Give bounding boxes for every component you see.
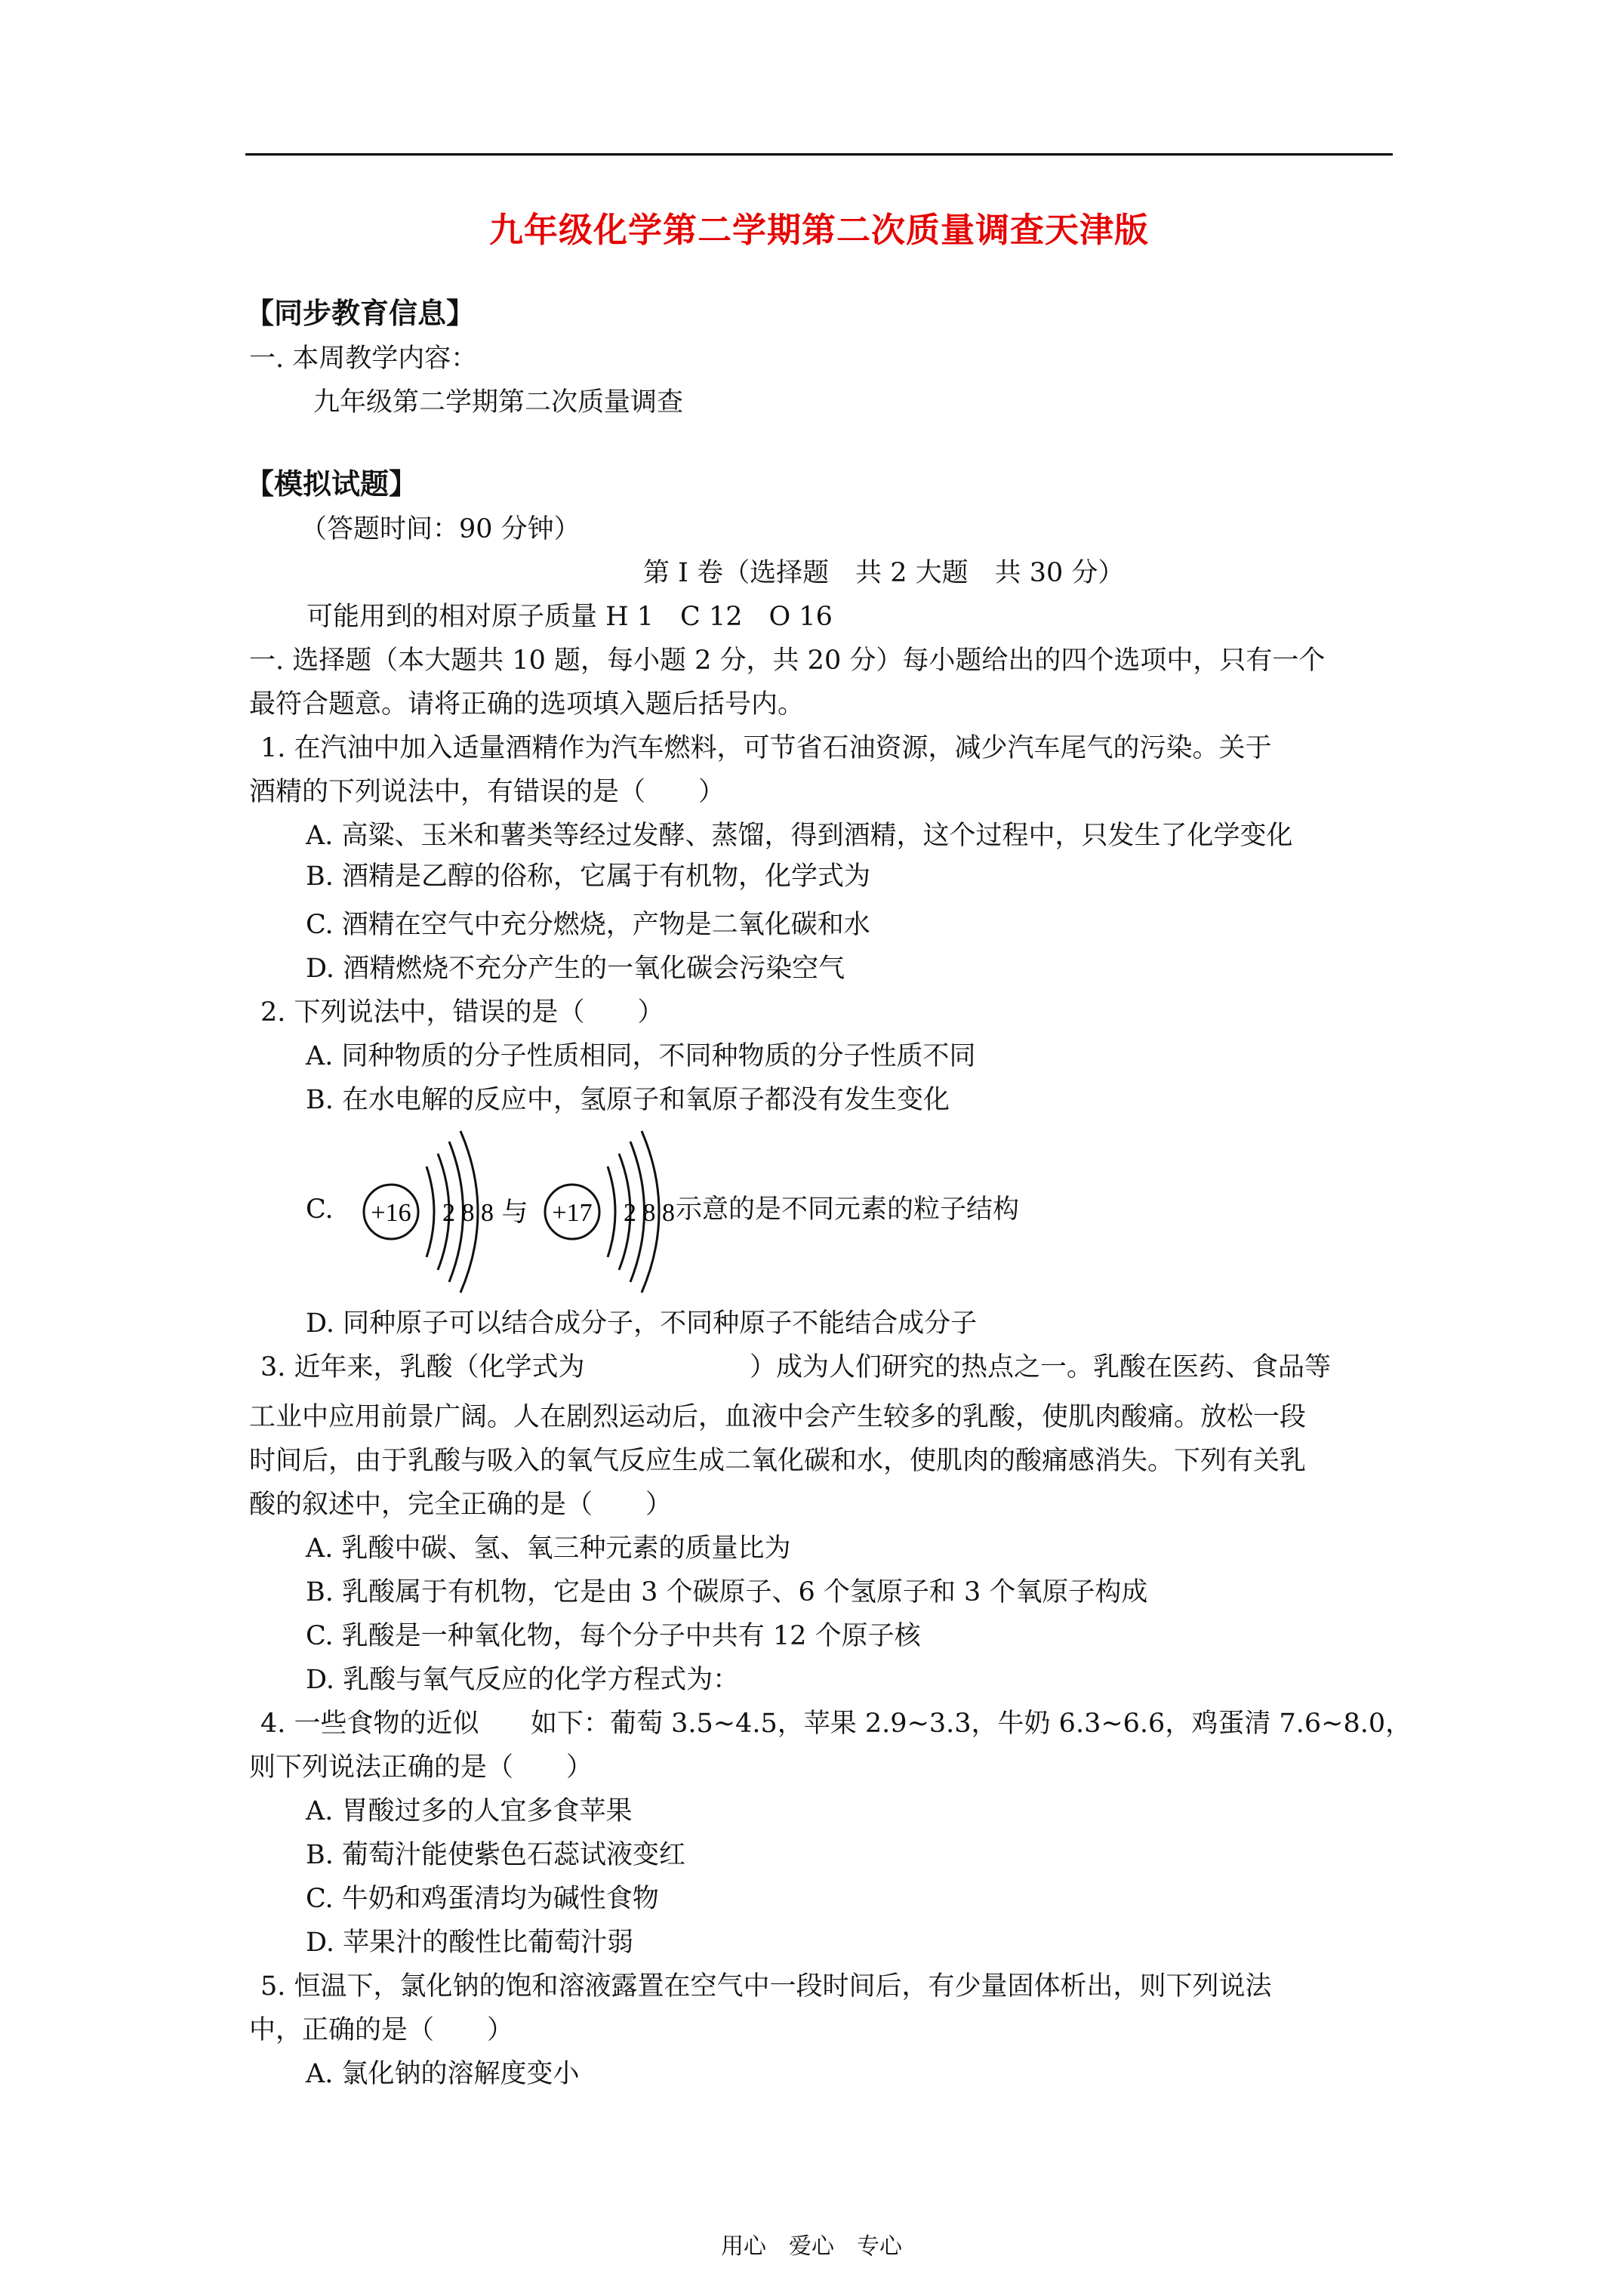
- q3-option-c: C. 乳酸是一种氧化物，每个分子中共有 12 个原子核: [306, 1621, 921, 1651]
- q5-stem: 5. 恒温下，氯化钠的饱和溶液露置在空气中一段时间后，有少量固体析出，则下列说法: [260, 1971, 1272, 2002]
- sync-info-item: 一. 本周教学内容：: [249, 344, 478, 374]
- q1-option-b: B. 酒精是乙醇的俗称，它属于有机物，化学式为: [306, 861, 870, 892]
- q4-stem-part1: 4. 一些食物的近似: [260, 1709, 479, 1739]
- q1-option-d: D. 酒精燃烧不充分产生的一氧化碳会污染空气: [306, 954, 845, 984]
- q4-stem-line2: 则下列说法正确的是（ ）: [249, 1752, 593, 1783]
- q4-option-c: C. 牛奶和鸡蛋清均为碱性食物: [306, 1884, 659, 1914]
- chloride-ion-diagram: [545, 1131, 675, 1293]
- shell-arc: [608, 1166, 615, 1257]
- q3-stem-line3: 时间后，由于乳酸与吸入的氧气反应生成二氧化碳和水，使肌肉的酸痛感消失。下列有关乳: [249, 1446, 1307, 1476]
- q3-stem-line4: 酸的叙述中，完全正确的是（ ）: [249, 1490, 673, 1520]
- sulfur-ion-diagram: [364, 1131, 494, 1293]
- q4-option-b: B. 葡萄汁能使紫色石蕊试液变红: [306, 1840, 685, 1870]
- q3-option-b: B. 乳酸属于有机物，它是由 3 个碳原子、6 个氢原子和 3 个氧原子构成: [306, 1577, 1148, 1607]
- mock-heading: 【模拟试题】: [245, 467, 418, 501]
- atomic-mass-note: 可能用到的相对原子质量 H 1 C 12 O 16: [306, 602, 833, 632]
- q2-option-c-label: C.: [306, 1194, 334, 1225]
- q3-stem-part1: 3. 近年来，乳酸（化学式为: [260, 1352, 585, 1382]
- q2-option-a: A. 同种物质的分子性质相同，不同种物质的分子性质不同: [306, 1041, 976, 1071]
- q2-option-d: D. 同种原子可以结合成分子，不同种原子不能结合成分子: [306, 1308, 978, 1339]
- page-footer: 用心 爱心 专心: [721, 2233, 902, 2260]
- shell-arc: [427, 1166, 434, 1257]
- sync-info-heading: 【同步教育信息】: [245, 296, 476, 330]
- nucleus-charge-1: +16: [371, 1199, 411, 1227]
- q2-option-b: B. 在水电解的反应中，氢原子和氧原子都没有发生变化: [306, 1085, 950, 1115]
- q1-option-a: A. 高粱、玉米和薯类等经过发酵、蒸馏，得到酒精，这个过程中，只发生了化学变化: [306, 821, 1293, 851]
- section-instructions-cont: 最符合题意。请将正确的选项填入题后括号内。: [249, 689, 805, 720]
- q5-stem-cont: 中，正确的是（ ）: [249, 2015, 514, 2045]
- electron-shells-2: 2 8 8: [624, 1199, 675, 1227]
- exam-time: （答题时间：90 分钟）: [300, 514, 581, 544]
- header-rule: [245, 153, 1393, 156]
- q4-stem-part2: 如下：葡萄 3.5~4.5，苹果 2.9~3.3，牛奶 6.3~6.6，鸡蛋清 7.6~8.0，: [531, 1709, 1412, 1739]
- section-instructions: 一. 选择题（本大题共 10 题，每小题 2 分，共 20 分）每小题给出的四个选项中，只有一个: [249, 646, 1326, 676]
- q1-option-c: C. 酒精在空气中充分燃烧，产物是二氧化碳和水: [306, 910, 870, 940]
- q4-option-d: D. 苹果汁的酸性比葡萄汁弱: [306, 1928, 634, 1958]
- connector-text: 与: [501, 1197, 528, 1228]
- q1-stem: 1. 在汽油中加入适量酒精作为汽车燃料，可节省石油资源，减少汽车尾气的污染。关于: [260, 733, 1272, 763]
- electron-shells-1: 2 8 8: [442, 1199, 494, 1227]
- q3-option-a: A. 乳酸中碳、氢、氧三种元素的质量比为: [306, 1533, 791, 1564]
- volume-info: 第 I 卷（选择题 共 2 大题 共 30 分）: [643, 558, 1125, 588]
- q5-option-a: A. 氯化钠的溶解度变小: [306, 2059, 580, 2089]
- q2-stem: 2. 下列说法中，错误的是（ ）: [260, 997, 664, 1028]
- nucleus-charge-2: +17: [552, 1199, 593, 1227]
- q3-stem-part2: ）成为人们研究的热点之一。乳酸在医药、食品等: [750, 1352, 1332, 1382]
- q2-option-c-text: 示意的是不同元素的粒子结构: [676, 1194, 1020, 1225]
- q3-option-d: D. 乳酸与氧气反应的化学方程式为：: [306, 1665, 740, 1695]
- q3-stem-line2: 工业中应用前景广阔。人在剧烈运动后，血液中会产生较多的乳酸，使肌肉酸痛。放松一段: [249, 1402, 1307, 1432]
- page-title: 九年级化学第二学期第二次质量调查天津版: [488, 210, 1149, 250]
- sync-info-detail: 九年级第二学期第二次质量调查: [313, 387, 684, 418]
- q1-stem-cont: 酒精的下列说法中，有错误的是（ ）: [249, 777, 725, 807]
- q4-option-a: A. 胃酸过多的人宜多食苹果: [306, 1796, 633, 1826]
